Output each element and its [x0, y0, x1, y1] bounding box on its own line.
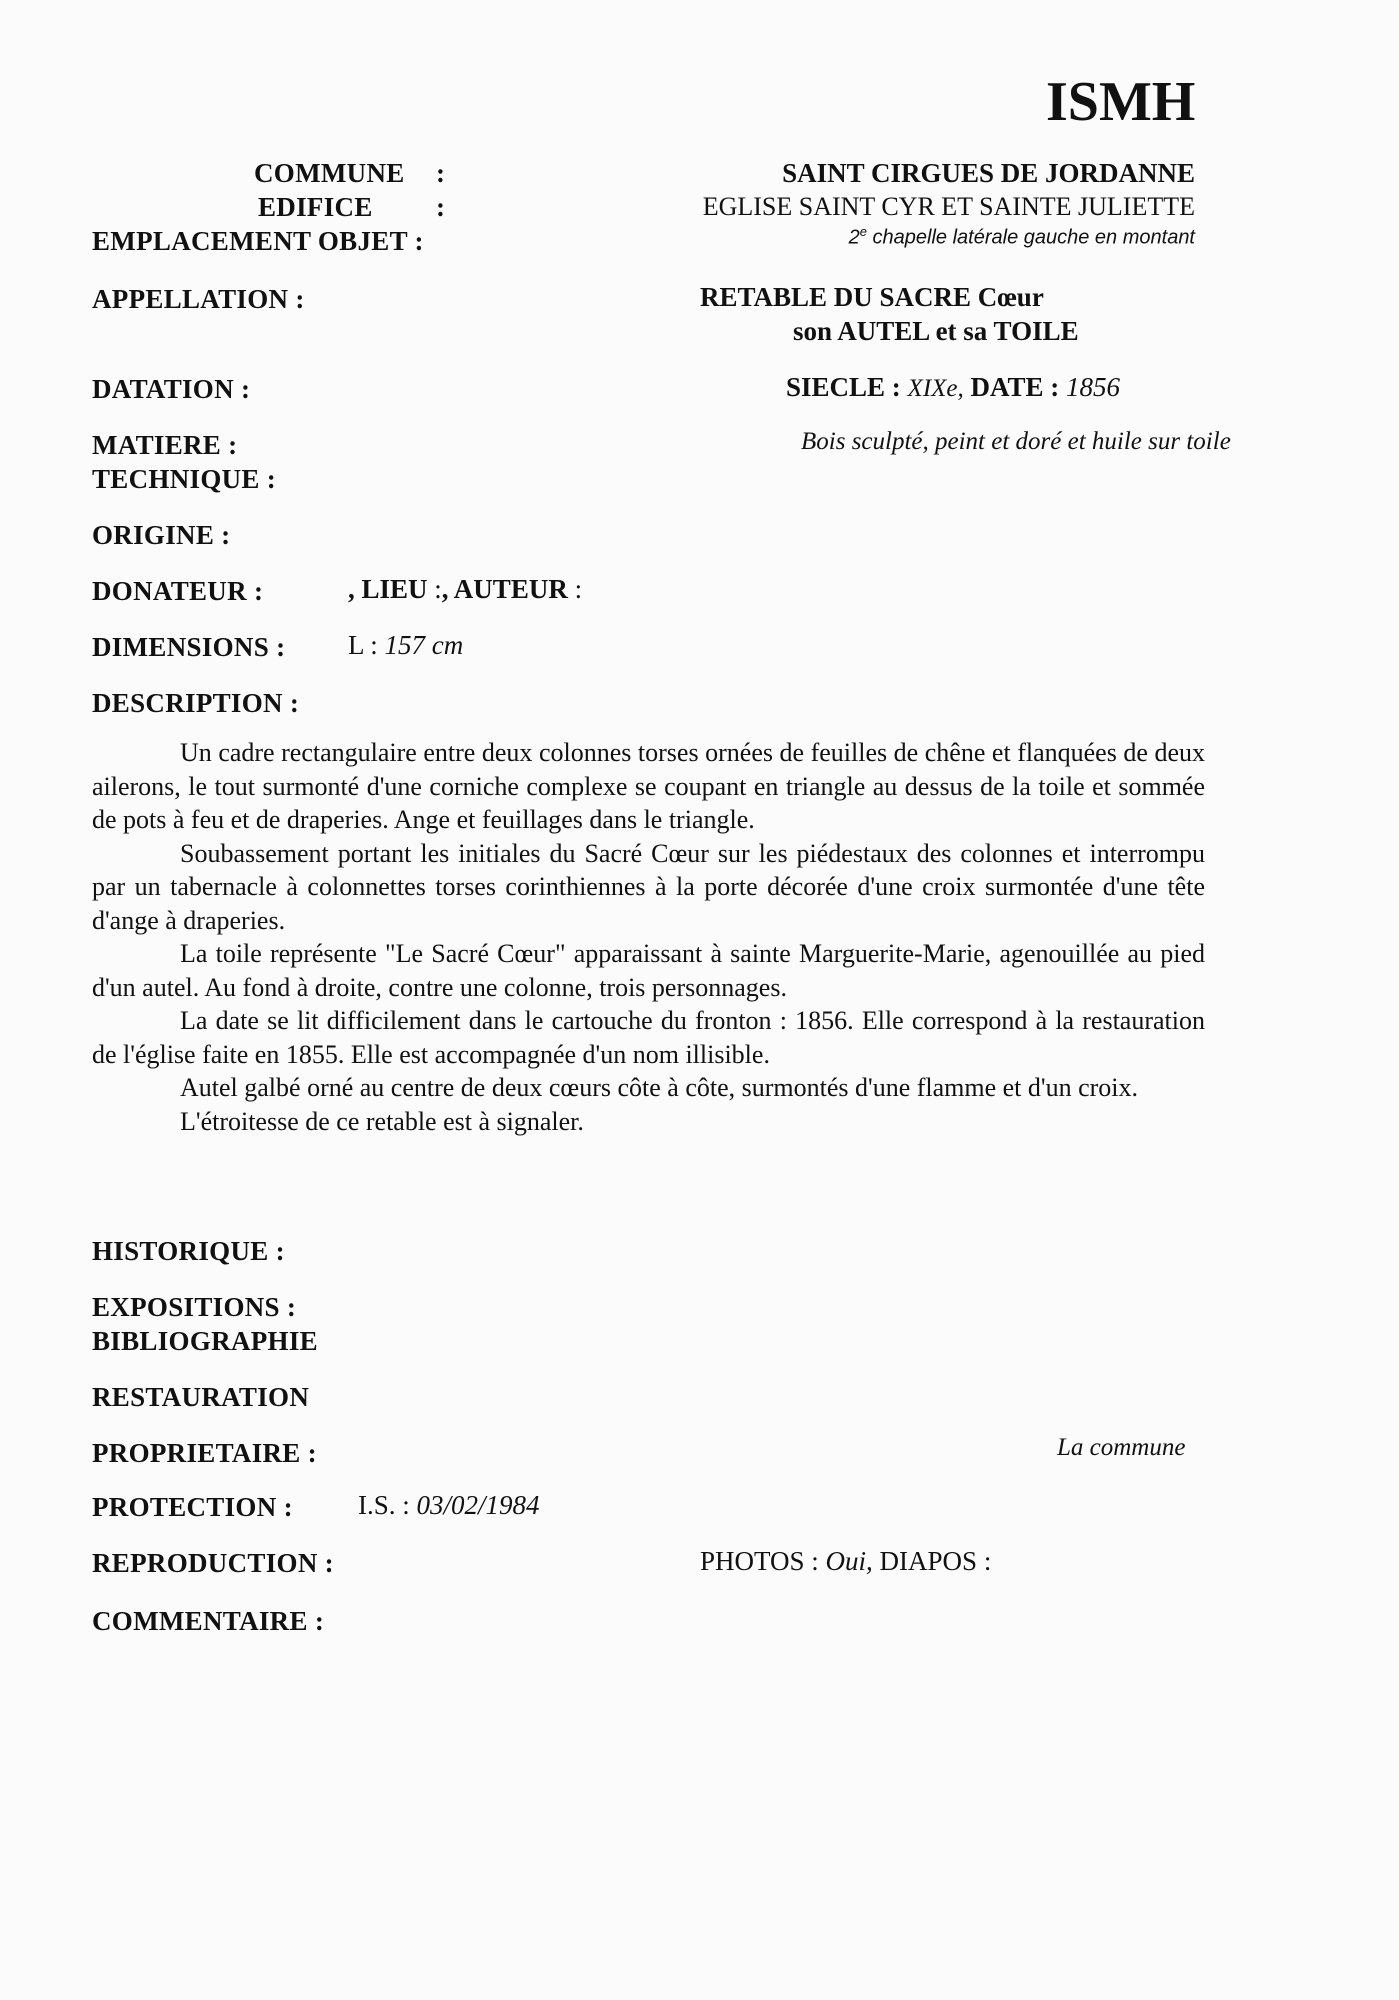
description-paragraph: Soubassement portant les initiales du Sacré Cœur sur les piédestaux des colonnes et interrompu par un tabernacle à colonnettes torses corinthiennes à la porte décorée d'une croix surmontée d'une tête d'ange à draperies.: [92, 838, 1205, 935]
bibliographie-label: BIBLIOGRAPHIE: [92, 1326, 318, 1356]
matiere-label: MATIERE :: [92, 430, 238, 460]
proprietaire-value: La commune: [1057, 1434, 1186, 1461]
donateur-label: DONATEUR :: [92, 576, 264, 606]
edifice-label: EDIFICE: [258, 192, 373, 222]
appellation-value-line1: RETABLE DU SACRE Cœur: [700, 282, 1044, 312]
commune-label: COMMUNE: [254, 158, 405, 188]
commune-value: SAINT CIRGUES DE JORDANNE: [782, 158, 1195, 188]
description-paragraph: Un cadre rectangulaire entre deux colonnes torses ornées de feuilles de chêne et flanquées de deux ailerons, le tout surmonté d'une corniche complexe se coupant en triangle au dessus de la toile et sommée de pots à feu et de draperies. Ange et feuillages dans le triangle.: [92, 738, 1205, 834]
technique-label: TECHNIQUE :: [92, 464, 277, 494]
origine-label: ORIGINE :: [92, 520, 231, 550]
siecle-value: XIXe,: [907, 375, 964, 402]
datation-label: DATATION :: [92, 374, 251, 404]
restauration-label: RESTAURATION: [92, 1382, 310, 1412]
emplacement-value: 2e chapelle latérale gauche en montant: [848, 224, 1195, 249]
matiere-value: Bois sculpté, peint et doré et huile sur toile: [801, 428, 1231, 455]
historique-label: HISTORIQUE :: [92, 1236, 285, 1266]
protection-label: PROTECTION :: [92, 1492, 293, 1522]
description-paragraph: Autel galbé orné au centre de deux cœurs côte à côte, surmontés d'une flamme et d'un croix.: [180, 1073, 1139, 1102]
edifice-value: EGLISE SAINT CYR ET SAINTE JULIETTE: [702, 192, 1195, 221]
description-paragraph: La date se lit difficilement dans le cartouche du fronton : 1856. Elle correspond à la restauration de l'église faite en 1855. Elle est accompagnée d'un nom illisible.: [92, 1006, 1205, 1069]
edifice-colon: :: [436, 192, 446, 222]
commune-colon: :: [436, 158, 446, 188]
sheet-code: ISMH: [1046, 71, 1196, 133]
appellation-label: APPELLATION :: [92, 284, 305, 314]
proprietaire-label: PROPRIETAIRE :: [92, 1438, 317, 1468]
description-label: DESCRIPTION :: [92, 688, 300, 718]
description-paragraph: L'étroitesse de ce retable est à signaler.: [180, 1106, 584, 1136]
description-paragraph: La toile représente "Le Sacré Cœur" apparaissant à sainte Marguerite-Marie, agenouillée au pied d'un autel. Au fond à droite, contre une colonne, trois personnages.: [92, 939, 1205, 1002]
appellation-value-line2: son AUTEL et sa TOILE: [793, 316, 1079, 346]
donateur-line: , LIEU :, AUTEUR :: [348, 574, 583, 604]
date-label: DATE :: [970, 372, 1060, 402]
expositions-label: EXPOSITIONS :: [92, 1292, 297, 1322]
commentaire-label: COMMENTAIRE :: [92, 1606, 325, 1636]
protection-value: I.S. : 03/02/1984: [358, 1490, 540, 1520]
reproduction-value: PHOTOS : Oui, DIAPOS :: [700, 1546, 992, 1576]
emplacement-label: EMPLACEMENT OBJET :: [92, 226, 424, 256]
dimensions-label: DIMENSIONS :: [92, 632, 286, 662]
datation-value: [786, 372, 1120, 403]
reproduction-label: REPRODUCTION :: [92, 1548, 334, 1578]
siecle-label: SIECLE :: [786, 372, 901, 402]
description-text: [92, 736, 1205, 1138]
dimensions-value: L : 157 cm: [348, 630, 464, 660]
date-value: 1856: [1066, 372, 1121, 402]
